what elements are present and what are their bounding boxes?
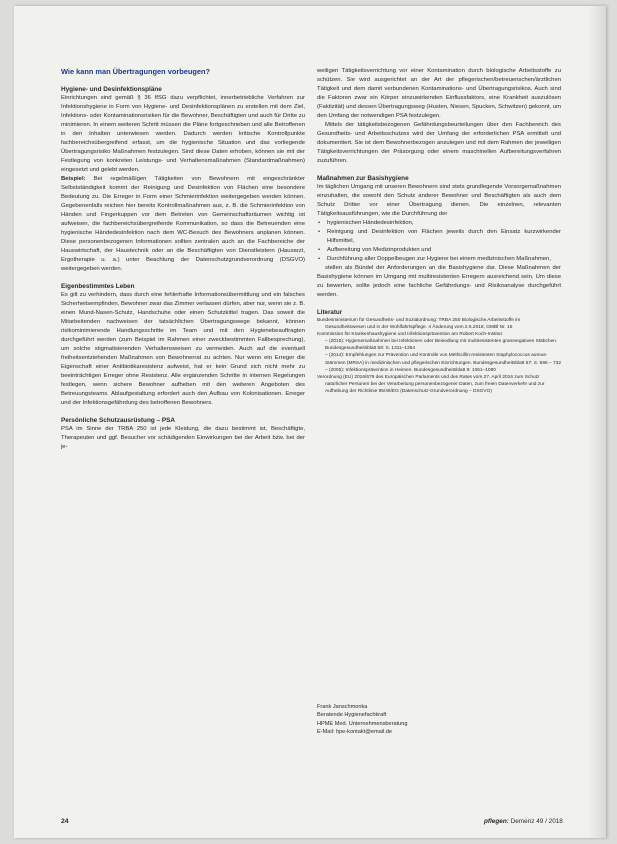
literature-entry: – (2015): Hygienemaßnahmen bei Infektionen oder Besiedlung mit multiresistenten gramnegativen Stäbchen. Bundesgesundheitsblatt 58: S. 1311–1354 (325, 339, 558, 352)
author-block (317, 703, 561, 736)
right-column (317, 67, 561, 395)
example-label: Beispiel: (61, 176, 86, 182)
paragraph-hygiene-plans: Einrichtungen sind gemäß § 36 IfSG dazu verpflichtet, innerbetriebliche Verfahren zur Infektionshygiene in Form von Hygiene- und Desinfektionsplänen zu erstellen mit dem Ziel, Infektions- oder Kontaminationsrisiken für die Bewohner, Beschäftigten und auch für Dritte zu minimieren. In einem weiteren Schritt müssen die Pläne fortgeschrieben und alle Betroffenen in den Inhalten unterwiesen werden. Dadurch werden kritische Kontrollpunkte fachbereichsübergreifend erfasst, um die hygienische Situation und das vorliegende Übertragungsrisiko Maßnahmen festzulegen. Sind diese Daten erhoben, können sie mit der Festlegung von konkreten Leistungs- und Verhaltensmaßnahmen (Standardmaßnahmen) eingesetzt und gelebt werden. (61, 95, 305, 173)
section-heading-hygiene-plans: Hygiene- und Desinfektionspläne (61, 86, 162, 93)
list-item: • Aufbereitung von Medizinprodukten und (327, 246, 561, 255)
author-role: Beratende Hygienefachkraft (317, 712, 387, 719)
document-page (14, 6, 606, 838)
paragraph-example (61, 175, 305, 274)
example-text: Bei regelmäßigen Tätigkeiten von Bewohnern mit eingeschränkter Selbstständigkeit kommt der Reinigung und Desinfektion von Flächen eine besondere Bedeutung zu. Die Erreger in Form einer Schmierinfektion weitergegeben werden können. Gegebenenfalls reichen hier bereits Kontrollmaßnahmen aus, z. B. die Schmierinfektion von Händen und Fingerkuppen vor dem Betreten von Gemeinschaftsräumen wichtig ist aufweisen, die fachbereichsübergreifende Kommunikation, so dass die Betreuenden eine hygienische Händedesinfektion nach dem WC-Besuch des Bewohners anplanen können. Diese personenbezogenen Informationen sollten zentralen auch an die Fachbereiche der Hauswirtschaft, der Haustechnik oder an die Beschäftigten von Dienstleistern (Hausarzt, Ergotherapie u. a.) unter Beachtung der Datenschutzgrundverordnung (DSGVO) weitergegeben werden. (61, 176, 305, 272)
section-heading-self-determined-life: Eigenbestimmtes Leben (61, 283, 135, 290)
paragraph-basic-hygiene: Im täglichen Umgang mit unseren Bewohnern sind stets grundlegende Vorsorgemaßnahmen einzuhalten, die sowohl den Schutz anderer Bewohner und Beschäftigten als auch dem Schutz Dritter vor einer Übertragung dienen. Die einzelnen, relevanten Tätigkeitsausführungen, wie die Durchführung der (317, 184, 561, 217)
basic-hygiene-list (317, 219, 561, 264)
list-item: • Durchführung aller Doppelbeugen zur Hygiene bei einem medizinischen Maßnahmen, (327, 255, 561, 264)
author-name: Frank Janschmonka (317, 704, 368, 710)
literature-entry: Bundesministerium für Gesundheits- und Sozialordnung: TRBA 250 Biologische Arbeitsstoffe im Gesundheitswesen und in der Wohlfahrtspflege. 4 Änderung vom 2.5.2018, GMBl Nr. 15 (317, 318, 521, 331)
literature-entry: Kommission für Krankenhaushygiene und Infektionsprävention am Robert Koch-Institut (317, 332, 502, 338)
magazine-issue: Demenz 49 / 2018 (508, 818, 563, 825)
paragraph-self-determined-life: Es gilt zu verhindern, dass durch eine fehlerhafte Informationsübermittlung und ein falsches Sicherheitsempfinden, Bewohner zwar das Zimmer verlassen dürfen, aber nur, wenn sie z. B. einen Mund-Nasen-Schutz, Handschuhe oder einen Schutzkittel tragen. Das soweit die Mitarbeitenden nachweisen der tatsächlichen Übertragungswege bekannt, können risikominimierende Handlungsschritte im Team und mit den Hygienebeauftragten durchgeführt werden (zum Beispiel im Rahmen einer zweckbestimmten Fallbesprechung), um solche stigmatisierenden Verhaltensweisen zu vermeiden. Auch auf die eventuell freiheitsentziehenden Maßnahmen von Bewohnerrat zu achten. Nur wenn ein Erreger die Eigenschaft einer Antibiotikaresistenz aufweist, hat er kein Grund sich nicht mehr zu beeinträchtigen Erreger ohne Resistenz. Alle ergänzenden Schritte in internen Regelungen festlegen, wenn sichere Bewohner aufheben mit den weiteren Angeboten des Betreuungsteams. Ablaufgestaltung erfordert auch den Aufbau von Kolonisationen. Erreger und der Infektionsgefährdung des betroffenen Bewohners. (61, 292, 305, 406)
magazine-brand: pflegen: (484, 818, 509, 825)
literature-entry: – (2005): Infektionsprävention in Heimen. Bundesgesundheitsblatt 9: 1061–1080 (325, 367, 496, 373)
page-number: 24 (61, 818, 69, 825)
article-heading: Wie kann man Übertragungen vorbeugen? (61, 67, 210, 76)
paragraph-psa: PSA im Sinne der TRBA 250 ist jede Kleidung, die dazu bestimmt ist, Beschäftigte, Therapeuten und ggf. Besucher vor schädigenden Einwirkungen bei der Arbeit bzw. bei der je- (61, 426, 305, 450)
left-column (61, 67, 305, 452)
literature-entry: – (2014): Empfehlungen zur Prävention und Kontrolle von Methicillin-resistenten Staphylococcus aureus-Stämmen (MRSA) in medizinischen und pflegerischen Einrichtungen. Bundesgesundheitsblatt 57: S. 696 – 732 (325, 353, 561, 366)
magazine-reference (484, 818, 563, 825)
author-email: E-Mail: hpe-kontakt@email.de (317, 728, 393, 735)
paragraph-risk-assessment: Mittels der tätigkeitsbezogenen Gefährdungsbeurteilungen über den Fachbereich des Gesundheits- und Arbeitsschutzes wird der Umfang der erforderlichen PSA ermittelt und dokumentiert. Sie ist dem Bewohnerbezogen anzulegen und mit dem Rahmen der jeweiligen Tätigkeitsverrichtungen der Präsorgung oder einem maschinellen Aufbereitungsverfahren zuzuführen. (317, 122, 561, 164)
paragraph-psa-continued: weiligen Tätigkeitsverrichtung vor einer Kontamination durch biologische Arbeitsstoffe zu schützen. Sie wird ausgerichtet an der Art der pflegerischen/betreuerischen/ärztlichen Tätigkeit und dem damit verbundenen Kontaminations- und Übertragungsrisikos. Auch sind die Faktoren zwar ein Körper einzuwirkenden Einflussfaktors, eine Krankheit auszulösen (Faktizität) und dessen Übertragungsweg (Husten, Niesen, Spucken, Schwitzen) gekonnt, um den Umfang der notwendigen PSA festzulegen. (317, 68, 561, 119)
literature-entry: Verordnung (EU) 2016/679 des Europäischen Parlaments und des Rates vom 27. April 2016 zum Schutz natürlicher Personen bei der Verarbeitung personenbezogener Daten, zum freien Datenverkehr und zur Aufhebung der Richtlinie 95/46/EG (Datenschutz-Grundverordnung – DSGVO) (317, 374, 545, 394)
list-item: • Reinigung und Desinfektion von Flächen jeweils durch den Einsatz kurzwirkender Hilfsmittel, (327, 228, 561, 246)
paragraph-basic-hygiene-conclusion: stellen als Bündel der Anforderungen an die Basishygiene dar. Diese Maßnahmen der Basishygiene können im Umgang mit multiresistenten Erregern ausreichend sein. Um diese zu bewerten, sollte jedoch eine fachliche Gefährdungs- und Risikoanalyse durchgeführt werden. (317, 265, 561, 298)
literature-heading: Literatur (317, 309, 343, 316)
section-heading-psa: Persönliche Schutzausrüstung – PSA (61, 417, 175, 424)
section-heading-basic-hygiene: Maßnahmen zur Basishygiene (317, 175, 409, 182)
list-item: • hygienischen Händedesinfektion, (327, 219, 561, 228)
author-company: HPME Med. Unternehmensberatung (317, 720, 408, 727)
literature-list (317, 317, 561, 395)
